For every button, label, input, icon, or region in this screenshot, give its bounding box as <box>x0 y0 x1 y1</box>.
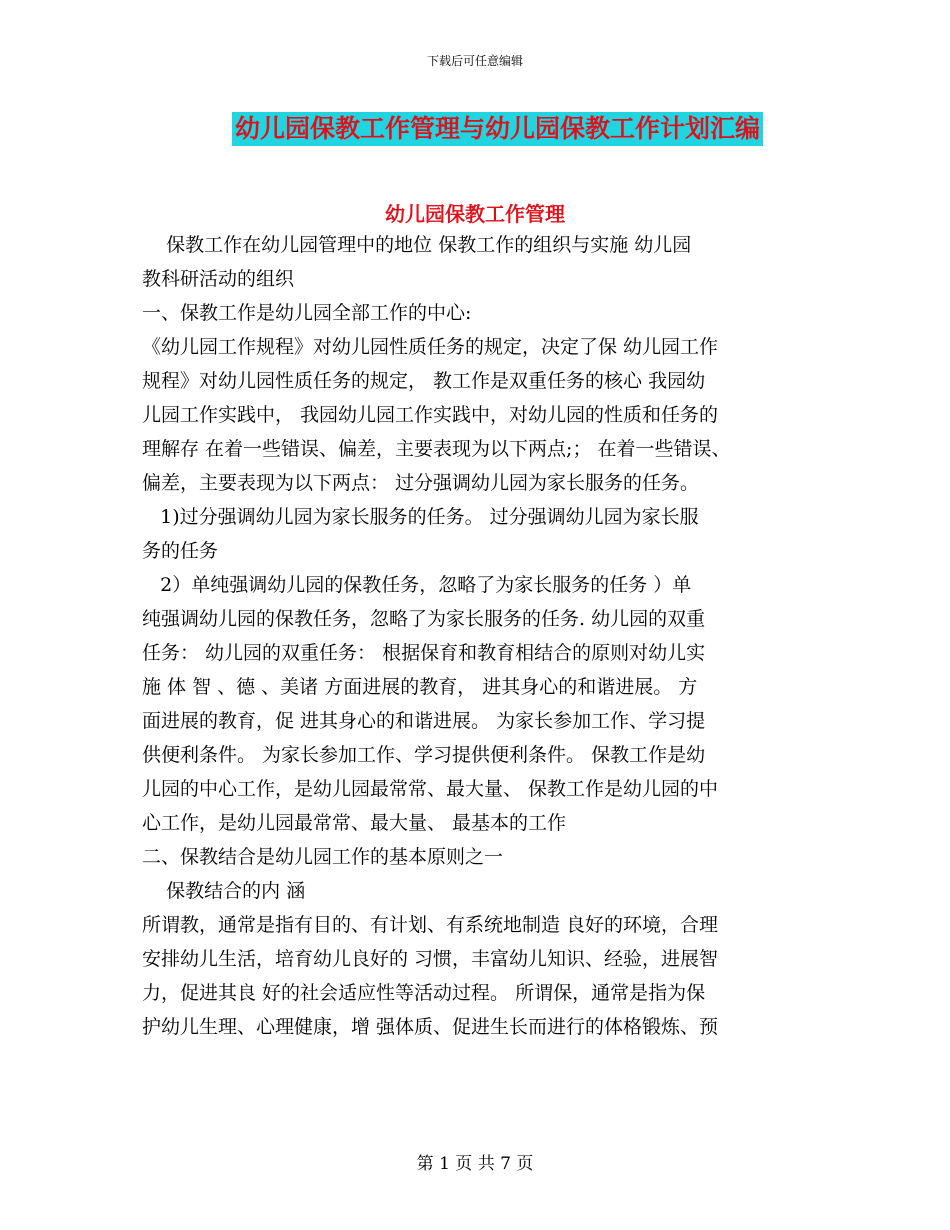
text-line: 保教结合的内 涵 <box>142 880 306 902</box>
text-line: 供便利条件。 为家长参加工作、学习提供便利条件。 保教工作是幼 <box>142 744 706 766</box>
section-title: 幼儿园保教工作管理 <box>385 202 565 226</box>
text-line: 教科研活动的组织 <box>142 268 295 290</box>
text-line: 纯强调幼儿园的保教任务，忽略了为家长服务的任务. 幼儿园的双重 <box>142 608 706 630</box>
text-line: 偏差，主要表现为以下两点： 过分强调幼儿园为家长服务的任务。 <box>142 472 700 494</box>
text-line: 面进展的教育，促 进其身心的和谐进展。 为家长参加工作、学习提 <box>142 710 706 732</box>
document-title-container <box>0 112 950 146</box>
text-line: 心工作，是幼儿园最常常、最大量、 最基本的工作 <box>142 812 567 834</box>
page-footer: 第 1 页 共 7 页 <box>416 1154 534 1174</box>
body-text <box>142 228 802 1044</box>
text-line: 务的任务 <box>142 540 219 562</box>
document-title: 幼儿园保教工作管理与幼儿园保教工作计划汇编 <box>232 112 763 146</box>
text-line: 所谓教，通常是指有目的、有计划、有系统地制造 良好的环境，合理 <box>142 914 719 936</box>
text-line: 1)过分强调幼儿园为家长服务的任务。 过分强调幼儿园为家长服 <box>142 506 699 528</box>
text-line: 施 体 智 、德 、美诸 方面进展的教育， 进其身心的和谐进展。 方 <box>142 676 698 698</box>
text-line: 理解存 在着一些错误、偏差，主要表现为以下两点;； 在着一些错误、 <box>142 438 731 460</box>
header-note: 下载后可任意编辑 <box>426 54 523 68</box>
text-line: 2）单纯强调幼儿园的保教任务，忽略了为家长服务的任务 ）单 <box>142 574 692 596</box>
text-line: 护幼儿生理、心理健康，增 强体质、促进生长而进行的体格锻炼、预 <box>142 1016 719 1038</box>
text-line: 保教工作在幼儿园管理中的地位 保教工作的组织与实施 幼儿园 <box>142 234 692 256</box>
text-line: 力，促进其良 好的社会适应性等活动过程。 所谓保，通常是指为保 <box>142 982 706 1004</box>
text-line: 一、保教工作是幼儿园全部工作的中心: <box>142 302 472 324</box>
text-line: 规程》对幼儿园性质任务的规定， 教工作是双重任务的核心 我园幼 <box>142 370 706 392</box>
text-line: 安排幼儿生活，培育幼儿良好的 习惯，丰富幼儿知识、经验，进展智 <box>142 948 719 970</box>
text-line: 任务： 幼儿园的双重任务： 根据保育和教育相结合的原则对幼儿实 <box>142 642 706 664</box>
text-line: 《幼儿园工作规程》对幼儿园性质任务的规定，决定了保 幼儿园工作 <box>142 336 719 358</box>
text-line: 二、保教结合是幼儿园工作的基本原则之一 <box>142 846 504 868</box>
text-line: 儿园的中心工作，是幼儿园最常常、最大量、 保教工作是幼儿园的中 <box>142 778 719 800</box>
text-line: 儿园工作实践中， 我园幼儿园工作实践中，对幼儿园的性质和任务的 <box>142 404 719 426</box>
